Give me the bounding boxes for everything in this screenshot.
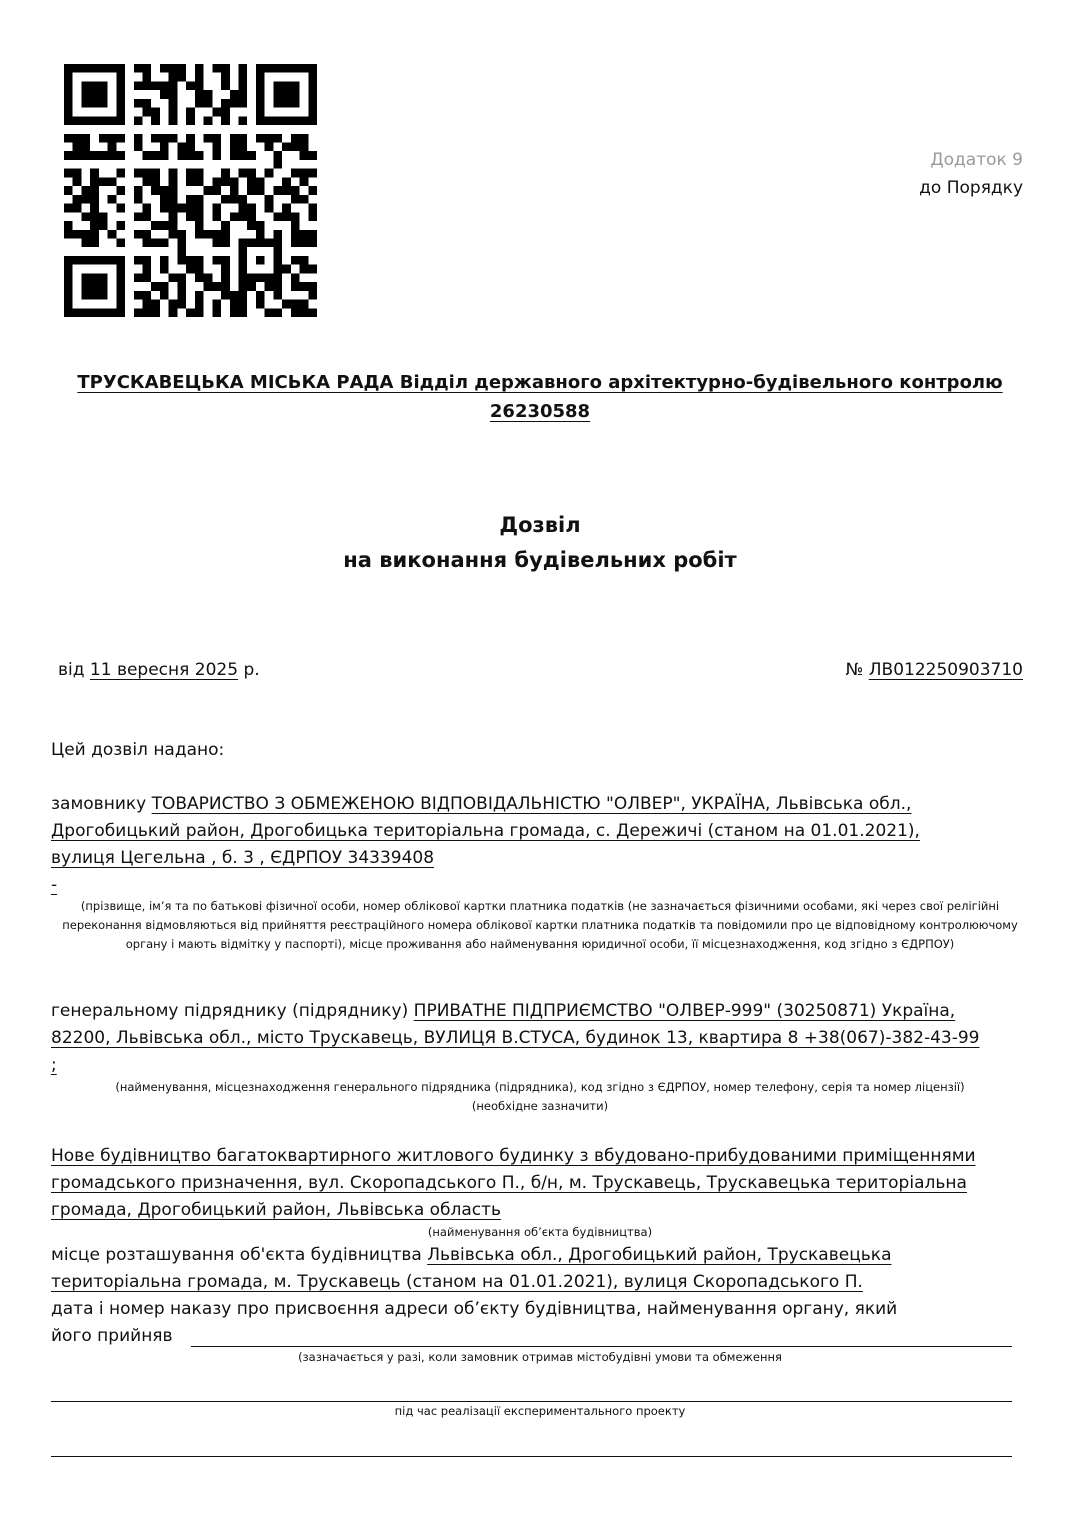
authority-name: ТРУСКАВЕЦЬКА МІСЬКА РАДА Відділ державного архітектурно-будівельного контролю	[77, 372, 1003, 393]
date-prefix: від	[58, 660, 85, 680]
appendix-reference	[919, 146, 1023, 202]
object-line-2: громадського призначення, вул. Скоропадського П., б/н, м. Трускавець, Трускавецька територіальна	[51, 1173, 967, 1193]
customer-note: (прізвище, ім’я та по батькові фізичної особи, номер облікової картки платника податків (не зазначається фізичними особами, які через свої релігійні переконання відмовляються від прийняття реєстраційного номера облікової картки платника податків та повідомили про це відповідному контролюючому органу і мають відмітку у паспорті), місце проживання або найменування юридичної особи, її місцезнаходження, код згідно з ЄДРПОУ)	[62, 899, 1018, 951]
address-order-block	[51, 1296, 1036, 1350]
contractor-note	[0, 1078, 1080, 1116]
issue-date	[58, 660, 260, 680]
number-value: ЛВ012250903710	[868, 660, 1023, 680]
object-line-3: громада, Дрогобицький район, Львівська область	[51, 1200, 502, 1220]
fill-line-3	[51, 1456, 1012, 1457]
customer-line-3: вулиця Цегельна , б. 3 , ЄДРПОУ 34339408	[51, 848, 435, 868]
appendix-number: Додаток 9	[930, 150, 1023, 170]
location-line-1: Львівська обл., Дрогобицький район, Трускавецька	[427, 1245, 892, 1265]
issuing-authority	[0, 368, 1080, 426]
object-block	[51, 1143, 1036, 1224]
appendix-order: до Порядку	[919, 178, 1023, 198]
date-value: 11 вересня 2025	[89, 660, 239, 680]
contractor-line-2: 82200, Львівська обл., місто Трускавець, ВУЛИЦЯ В.СТУСА, будинок 13, квартира 8 +38(067)-382-43-99	[51, 1028, 980, 1048]
customer-line-1: ТОВАРИСТВО З ОБМЕЖЕНОЮ ВІДПОВІДАЛЬНІСТЮ "ОЛВЕР", УКРАЇНА, Львівська обл.,	[151, 794, 912, 814]
contractor-block	[51, 998, 1036, 1079]
customer-dash: -	[51, 875, 58, 895]
address-order-note-2: під час реалізації експериментального проекту	[394, 1404, 686, 1418]
address-order-line-2: його прийняв	[51, 1326, 173, 1346]
address-order-fill-line	[191, 1346, 1012, 1347]
customer-line-2: Дрогобицький район, Дрогобицька територіальна громада, с. Дережичі (станом на 01.01.2021),	[51, 821, 920, 841]
address-order-note-1: (зазначається у разі, коли замовник отримав містобудівні умови та обмеження	[298, 1350, 782, 1364]
location-line-2: територіальна громада, м. Трускавець (станом на 01.01.2021), вулиця Скоропадського П.	[51, 1272, 863, 1292]
qr-code	[64, 64, 317, 317]
address-order-line-1: дата і номер наказу про присвоєння адреси об’єкту будівництва, найменування органу, який	[51, 1299, 898, 1319]
location-label: місце розташування об'єкта будівництва	[51, 1245, 422, 1265]
contractor-note-1: (найменування, місцезнаходження генерального підрядника (підрядника), код згідно з ЄДРПОУ, номер телефону, серія та номер ліцензії)	[115, 1080, 965, 1094]
authority-code: 26230588	[489, 401, 591, 422]
date-suffix: р.	[243, 660, 260, 680]
contractor-label: генеральному підряднику (підряднику)	[51, 1001, 409, 1021]
title-line-1: Дозвіл	[499, 513, 581, 537]
contractor-semicolon: ;	[51, 1055, 57, 1075]
object-note: (найменування об’єкта будівництва)	[427, 1225, 653, 1239]
contractor-line-1: ПРИВАТНЕ ПІДПРИЄМСТВО "ОЛВЕР-999" (30250871) Україна,	[413, 1001, 956, 1021]
granted-label: Цей дозвіл надано:	[51, 740, 225, 760]
title-line-2: на виконання будівельних робіт	[343, 548, 737, 572]
customer-block	[51, 791, 1031, 899]
number-prefix: №	[845, 660, 864, 680]
permit-number	[846, 660, 1023, 680]
document-title	[0, 508, 1080, 578]
customer-label: замовнику	[51, 794, 147, 814]
object-line-1: Нове будівництво багатоквартирного житлового будинку з вбудовано-прибудованими приміщеннями	[51, 1146, 976, 1166]
contractor-note-2: (необхідне зазначити)	[471, 1099, 609, 1113]
location-block	[51, 1242, 1036, 1296]
